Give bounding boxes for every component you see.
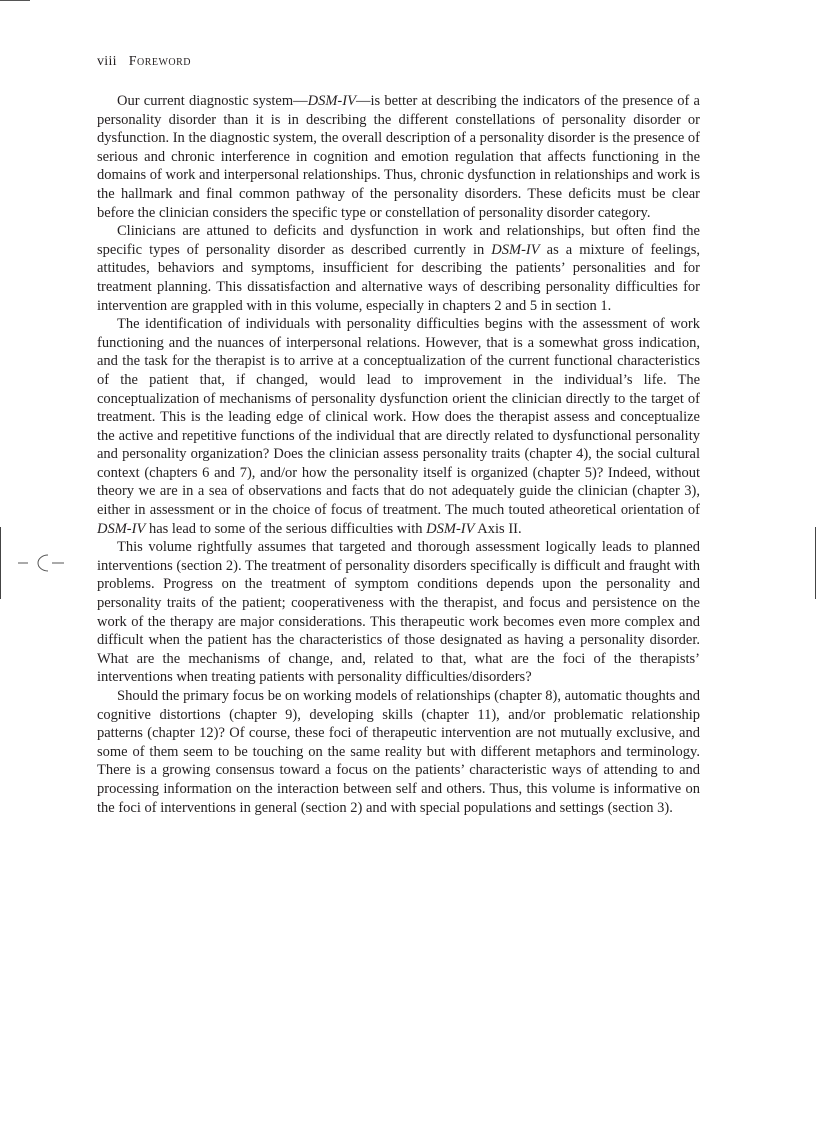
paragraph	[97, 92, 700, 222]
text-run: Our current diagnostic system—	[117, 93, 308, 109]
body-text	[97, 92, 700, 817]
italic-run: DSM-IV	[426, 520, 475, 537]
italic-run: DSM-IV	[97, 520, 146, 537]
text-run: Should the primary focus be on working models of relationships (chapter 8), automatic thoughts and cognitive distortions (chapter 9), developing skills (chapter 11), and/or problematic relationship patterns (chapter 12)? Of course, these foci of therapeutic intervention are not mutually exclusive, and some of them seem to be touching on the same reality but with different metaphors and terminology. There is a growing consensus toward a focus on the patients’ characteristic ways of attending to and processing information on the interaction between self and others. Thus, this volume is informative on the foci of interventions in general (section 2) and with special populations and settings (section 3).	[97, 688, 700, 816]
registration-mark-icon	[18, 551, 64, 575]
crop-mark-left	[0, 527, 1, 599]
text-run: Axis II.	[474, 520, 522, 537]
paragraph	[97, 222, 700, 315]
paragraph	[97, 687, 700, 817]
running-head-title: Foreword	[128, 54, 192, 69]
text-run: This volume rightfully assumes that targeted and thorough assessment logically leads to planned interventions (section 2). The treatment of personality disorders specifically is difficult and fraught with problems. Progress on the treatment of symptom conditions depends upon the personality and personality traits of the patient; cooperativeness with the therapist, and focus and persistence on the work of the therapy are major considerations. This therapeutic work becomes even more complex and difficult when the patient has the characteristics of those designated as having a personality disorder. What are the mechanisms of change, and, related to that, what are the foci of the therapists’ interventions when treating patients with personality difficulties/disorders?	[97, 539, 700, 686]
paragraph	[97, 538, 700, 687]
italic-run: DSM-IV	[307, 93, 356, 109]
crop-mark-top	[0, 0, 30, 1]
page-number: viii	[97, 54, 117, 69]
text-run: as a mixture of feelings, attitudes, behaviors and symptoms, insufficient for describing the patients’ personalities and for treatment planning. This dissatisfaction and alternative ways of describing personality difficulties for intervention are grappled with in this volume, especially in chapters 2 and 5 in section 1.	[97, 241, 701, 314]
italic-run: DSM-IV	[491, 241, 540, 258]
text-run: The identification of individuals with personality difficulties begins with the assessment of work functioning and the nuances of interpersonal relations. However, that is a somewhat gross indication, and the task for the therapist is to arrive at a conceptualization of the current functional characteristics of the patient that, if changed, would lead to improvement in the individual’s life. The conceptualization of mechanisms of personality dysfunction orient the clinician directly to the target of treatment. This is the leading edge of clinical work. How does the therapist assess and conceptualize the active and repetitive functions of the individual that are directly related to dysfunctional personality and personality organization? Does the clinician assess personality traits (chapter 4), the social cultural context (chapters 6 and 7), and/or how the personality itself is organized (chapter 5)? Indeed, without theory we are in a sea of observations and facts that do not adequately guide the clinician (chapter 3), either in assessment or in the choice of focus of treatment. The much touted atheoretical orientation of	[97, 316, 700, 519]
paragraph	[97, 315, 700, 538]
text-run: Clinicians are attuned to deficits and dysfunction in work and relationships, but often find the specific types of personality disorder as described currently in	[97, 223, 700, 258]
text-run: has lead to some of the serious difficulties with	[145, 520, 427, 537]
running-header	[97, 54, 191, 70]
text-run: —is better at describing the indicators of the presence of a personality disorder than it is in describing the different constellations of personality disorder or dysfunction. In the diagnostic system, the overall description of a personality disorder is the presence of serious and chronic interference in cognition and emotion regulation that affects functioning in the domains of work and interpersonal relationships. Thus, chronic dysfunction in relationships and work is the hallmark and final common pathway of the personality disorders. These deficits must be clear before the clinician considers the specific type or constellation of personality disorder category.	[97, 93, 700, 221]
